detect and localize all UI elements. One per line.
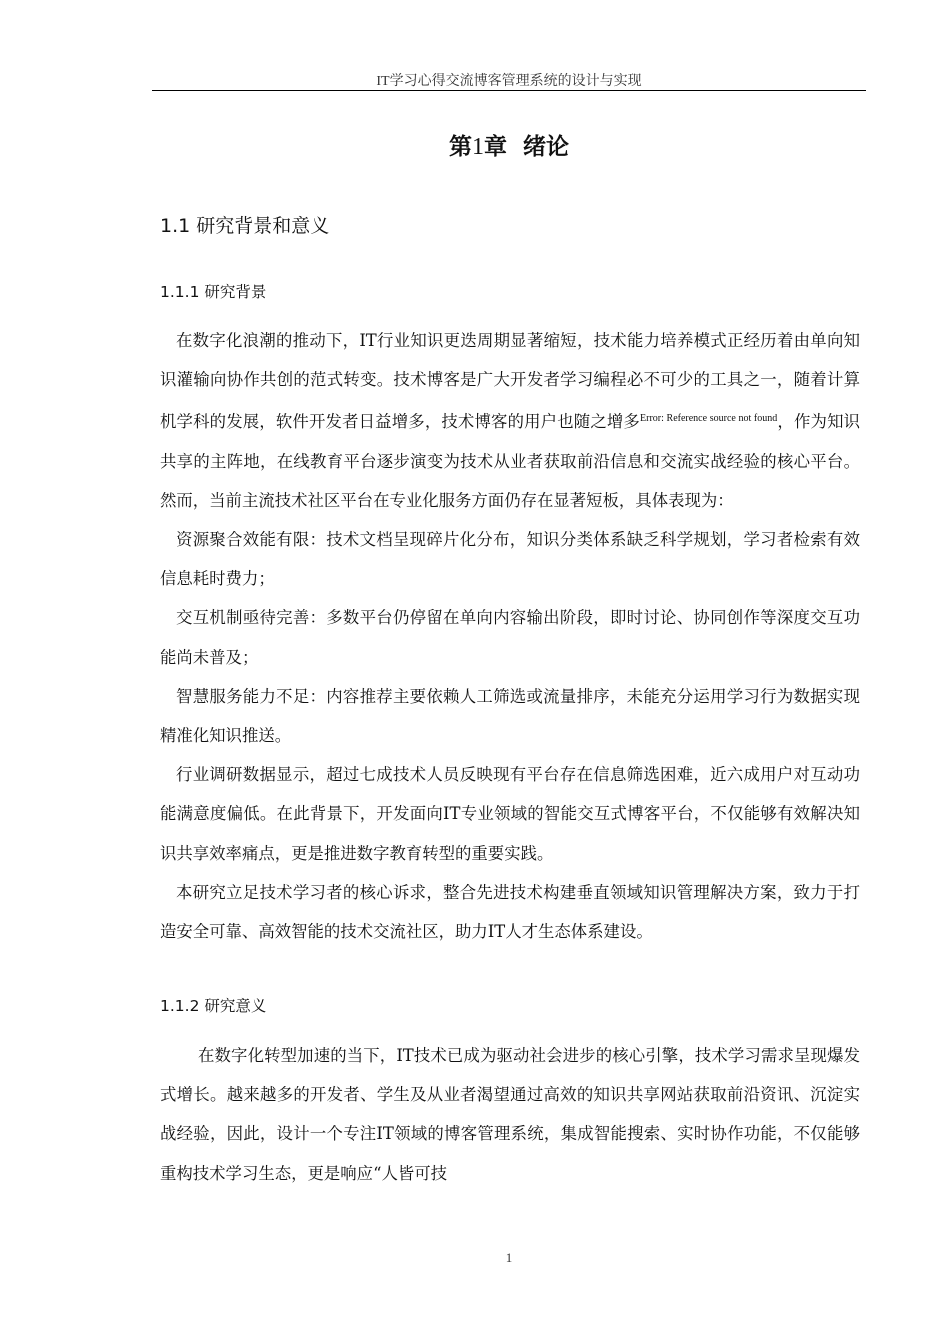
paragraph: 智慧服务能力不足：内容推荐主要依赖人工筛选或流量排序，未能充分运用学习行为数据实现精准化知识推送。 — [160, 686, 860, 746]
paragraph-text: 在数字化浪潮的推动下，IT行业知识更迭周期显著缩短，技术能力培养模式正经历着由单向知识灌输向协作共创的范式转变。技术博客是广大开发者学习编程必不可少的工具之一，随着计算机学科的发展，软件开发者日益增多，技术博客的用户也随之增多 — [160, 331, 860, 432]
running-header: IT学习心得交流博客管理系统的设计与实现 — [376, 74, 642, 89]
section-1-1-1-body — [160, 321, 860, 951]
chapter-label-prefix: 第 — [448, 134, 472, 160]
section-heading-1-1-1: 1.1.1 研究背景 — [160, 283, 267, 301]
paragraph: 行业调研数据显示，超过七成技术人员反映现有平台存在信息筛选困难，近六成用户对互动功能满意度偏低。在此背景下，开发面向IT专业领域的智能交互式博客平台，不仅能够有效解决知识共享效率痛点，更是推进数字教育转型的重要实践。 — [160, 765, 860, 863]
reference-error-marker: Error: Reference source not found — [640, 413, 778, 425]
page-number: 1 — [505, 1250, 513, 1265]
section-1-1-2-body — [160, 1036, 860, 1193]
section-heading-1-1-2: 1.1.2 研究意义 — [160, 997, 267, 1015]
paragraph: 资源聚合效能有限：技术文档呈现碎片化分布，知识分类体系缺乏科学规划，学习者检索有效信息耗时费力； — [160, 530, 860, 589]
chapter-label-suffix: 章 — [483, 134, 507, 160]
chapter-number: 1 — [471, 134, 484, 160]
section-heading-1-1: 1.1 研究背景和意义 — [160, 215, 330, 237]
paragraph — [160, 321, 860, 520]
header-rule — [152, 90, 866, 91]
paragraph-text: ，作为知识共享的主阵地，在线教育平台逐步演变为技术从业者获取前沿信息和交流实战经验的核心平台。然而，当前主流技术社区平台在专业化服务方面仍存在显著短板，具体表现为： — [160, 412, 861, 510]
paragraph: 交互机制亟待完善：多数平台仍停留在单向内容输出阶段，即时讨论、协同创作等深度交互功能尚未普及； — [160, 608, 860, 667]
paragraph: 在数字化转型加速的当下，IT技术已成为驱动社会进步的核心引擎，技术学习需求呈现爆发式增长。越来越多的开发者、学生及从业者渴望通过高效的知识共享网站获取前沿资讯、沉淀实战经验，因此，设计一个专注IT领域的博客管理系统，集成智能搜索、实时协作功能，不仅能够重构技术学习生态，更是响应“人皆可技 — [160, 1046, 860, 1183]
paragraph: 本研究立足技术学习者的核心诉求，整合先进技术构建垂直领域知识管理解决方案，致力于打造安全可靠、高效智能的技术交流社区，助力IT人才生态体系建设。 — [160, 882, 860, 942]
chapter-name: 绪论 — [523, 134, 569, 160]
chapter-title — [152, 128, 866, 161]
